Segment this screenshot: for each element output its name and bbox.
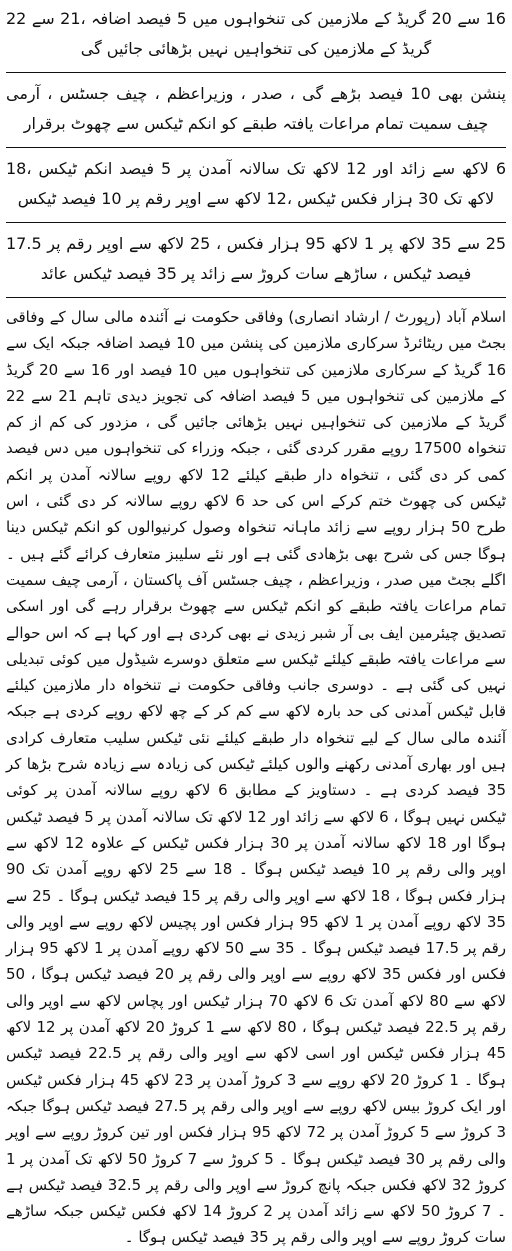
headline-pension-exemption: پنشن بھی 10 فیصد بڑھے گی ، صدر ، وزیراعظم ، چیف جسٹس ، آرمی چیف سمیت تمام مراعات یافتہ طبقے کو انکم ٹیکس سے چھوٹ برقرار — [6, 73, 506, 148]
headline-tax-slab-lower: 6 لاکھ سے زائد اور 12 لاکھ تک سالانہ آمدن پر 5 فیصد انکم ٹیکس ،18 لاکھ تک 30 ہزار فکس ٹیکس ،12 لاکھ سے اوپر رقم پر 10 فیصد ٹیکس — [6, 148, 506, 223]
headline-tax-slab-upper: 25 سے 35 لاکھ پر 1 لاکھ 95 ہزار فکس ، 25 لاکھ سے اوپر رقم پر 17.5 فیصد ٹیکس ، ساڑھے سات کروڑ سے زائد پر 35 فیصد ٹیکس عائد — [6, 223, 506, 298]
headline-salary-increase: 16 سے 20 گریڈ کے ملازمین کی تنخواہوں میں 5 فیصد اضافہ ،21 سے 22 گریڈ کے ملازمین کی تنخواہیں نہیں بڑھائی جائیں گی — [6, 4, 506, 73]
article-body: اسلام آباد (رپورٹ / ارشاد انصاری) وفاقی حکومت نے آئندہ مالی سال کے وفاقی بجٹ میں ریٹائرڈ سرکاری ملازمین کی پنشن میں 10 فیصد اضافہ جبکہ ایک سے 16 گریڈ کے سرکاری ملازمین کی تنخواہوں میں 10 فیصد اور 16 سے 20 گریڈ کے ملازمین کی تنخواہوں میں 5 فیصد اضافہ کی تجویز دیدی تاہم 21 سے 22 گریڈ کے ملازمین کی تنخواہیں نہیں بڑھائی جائیں گی ، مزدور کی کم از کم تنخواہ 17500 روپے مقرر کردی گئی ، جبکہ وزراء کی تنخواہوں میں دس فیصد کمی کر دی گئی ، تنخواہ دار طبقے کیلئے 12 لاکھ روپے سالانہ آمدن پر انکم ٹیکس کی چھوٹ ختم کرکے اس کی حد 6 لاکھ روپے سالانہ کر دی گئی ، اس طرح 50 ہزار روپے سے زائد ماہانہ تنخواہ وصول کرنیوالوں کو انکم ٹیکس دینا ہوگا جس کی شرح بھی بڑھادی گئی ہے اور نئے سلیبز متعارف کرائے گئے ہیں ۔ اگلے بجٹ میں صدر ، وزیراعظم ، چیف جسٹس آف پاکستان ، آرمی چیف سمیت تمام مراعات یافتہ طبقے کو انکم ٹیکس سے چھوٹ برقرار رہے گی اور اسکی تصدیق چیئرمین ایف بی آر شبر زیدی نے بھی کردی ہے اور کہا ہے کہ اس حوالے سے مراعات یافتہ طبقے کیلئے ٹیکس سے متعلق دوسرے شیڈول میں کوئی تبدیلی نہیں کی گئی ہے ۔ دوسری جانب وفاقی حکومت نے تنخواہ دار ملازمین کیلئے قابل ٹیکس آمدنی کی حد بارہ لاکھ سے کم کر کے چھ لاکھ روپے کردی ہے جبکہ آئندہ مالی سال کے لیے تنخواہ دار طبقے کیلئے نئی ٹیکس سلیب متعارف کرادی ہیں اور بھاری آمدنی رکھنے والوں کیلئے ٹیکس کی زیادہ سے زیادہ شرح بڑھا کر 35 فیصد کردی ہے ۔ دستاویز کے مطابق 6 لاکھ روپے سالانہ آمدن پر کوئی ٹیکس نہیں ہوگا ، 6 لاکھ سے زائد اور 12 لاکھ تک سالانہ آمدن پر 5 فیصد ٹیکس ہوگا اور 18 لاکھ سالانہ آمدن پر 30 ہزار فکس ٹیکس کے علاوہ 12 لاکھ سے اوپر والی رقم پر 10 فیصد ٹیکس ہوگا ۔ 18 سے 25 لاکھ روپے آمدن تک 90 ہزار فکس ہوگا ، 18 لاکھ سے اوپر والی رقم پر 15 فیصد ٹیکس ہوگا ۔ 25 سے 35 لاکھ روپے آمدن پر 1 لاکھ 95 ہزار فکس اور پچیس لاکھ روپے سے اوپر والی رقم پر 17.5 فیصد ٹیکس ہوگا ۔ 35 سے 50 لاکھ روپے آمدن پر 1 لاکھ 95 ہزار فکس اور فکس 35 لاکھ روپے سے اوپر والی رقم پر 20 فیصد ٹیکس ہوگا ، 50 لاکھ سے 80 لاکھ آمدن تک 6 لاکھ 70 ہزار ٹیکس اور پچاس لاکھ سے اوپر والی رقم پر 22.5 فیصد ٹیکس ہوگا ، 80 لاکھ سے 1 کروڑ 20 لاکھ آمدن پر 12 لاکھ 45 ہزار فکس ٹیکس اور اسی لاکھ سے اوپر والی رقم پر 22.5 فیصد ٹیکس ہوگا ۔ 1 کروڑ 20 لاکھ روپے سے 3 کروڑ آمدن پر 23 لاکھ 45 ہزار فکس ٹیکس اور ایک کروڑ بیس لاکھ روپے سے اوپر والی رقم پر 27.5 فیصد ٹیکس ہوگا جبکہ 3 کروڑ سے 5 کروڑ آمدن پر 72 لاکھ 95 ہزار فکس اور تین کروڑ روپے سے اوپر والی رقم پر 30 فیصد ٹیکس ہوگا ۔ 5 کروڑ سے 7 کروڑ 50 لاکھ تک آمدن پر 1 کروڑ 32 لاکھ فکس جبکہ پانچ کروڑ سے اوپر والی رقم پر 32.5 فیصد ٹیکس ہے ۔ 7 کروڑ 50 لاکھ سے زائد آمدن پر 2 کروڑ 14 لاکھ فکس ٹیکس جبکہ ساڑھے سات کروڑ روپے سے اوپر والی رقم پر 35 فیصد ٹیکس ہوگا ۔ — [6, 308, 507, 1247]
